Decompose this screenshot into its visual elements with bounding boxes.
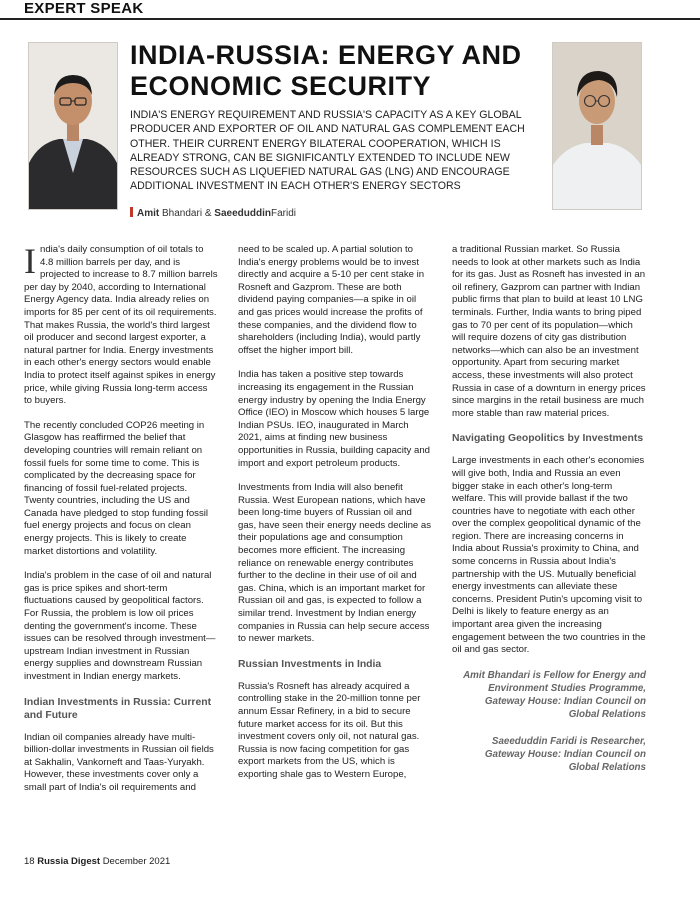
magazine-name: Russia Digest (37, 856, 101, 867)
article-title: INDIA-RUSSIA: ENERGY AND ECONOMIC SECURITY (130, 40, 522, 101)
paragraph: a traditional Russian market. So Russia needs to look at other markets such as India for its gas. Just as Rosneft has invested in an oil refinery, Gazprom can partner with Indian public firms that plan to build at least 10 LNG terminals. Further, India wants to bring piped gas to 70 per cent of its population—which will require dozens of city gas distribution networks—which can also be an investment opportunity. Apart from securing market access, these investments will also protect Russia in case of a downturn in energy prices since margins in the retail business are much more stable than raw material prices. (452, 244, 646, 419)
author-bio: Amit Bhandari is Fellow for Energy and Environment Studies Programme, Gateway House: Indian Council on Global Relations (463, 669, 646, 720)
portrait-illustration-right (553, 43, 641, 209)
author1-first: Amit (137, 208, 160, 219)
paragraph (24, 241, 218, 408)
paragraph: Indian oil companies already have multi-billion-dollar investments in Russian oil fields at Sakhalin, Vankorneft and Taas-Yuryakh. However, these investments cover only a small part of India's oil requirements and (24, 731, 214, 793)
column-3 (452, 244, 646, 788)
column-1 (24, 241, 218, 807)
top-rule (0, 18, 700, 20)
byline (130, 207, 296, 219)
author1-last: Bhandari (162, 208, 203, 219)
paragraph: The recently concluded COP26 meeting in Glasgow has reaffirmed the belief that developing countries will remain reliant on fossil fuels for some time to come. This is complicated by the decreasing space for financing of fossil fuel-related projects. Twenty countries, including the US and Canada have pledged to stop funding fossil fuel energy projects and focus on clean energy projects. This is likely to create market distortions and volatility. (24, 419, 209, 557)
portrait-illustration-left (29, 43, 117, 209)
subheading: Navigating Geopolitics by Investments (452, 433, 644, 445)
author-bio: Saeeduddin Faridi is Researcher, Gateway House: Indian Council on Global Relations (484, 735, 646, 773)
author-photo-left (28, 42, 118, 210)
paragraph: Large investments in each other's economies will give both, India and Russia an even bigger stake in each other's long-term welfare. This will provide ballast if the two countries have to negotiate with each other over the complex geopolitical dynamic of the region. There are increasing concerns in India about Russia's proximity to China, and some concerns in Russia about India's partnership with the US. Mutually beneficial energy investments can alleviate these concerns. President Putin's upcoming visit to Delhi is likely to feature energy as an important area given the increasing engagement between the two countries in the oil and gas sector. (452, 455, 646, 656)
byline-marker (130, 207, 133, 217)
byline-amp: & (204, 208, 212, 219)
page-number: 18 (24, 856, 35, 867)
author-photo-right (552, 42, 642, 210)
paragraph: India's problem in the case of oil and natural gas is price spikes and short-term fluctuations caused by geopolitical factors. For Russia, the problem is low oil prices denting the government's income. These issues can be resolved through investment—upstream Indian investment in Russian energy supplies and downstream Russian investment in Indian energy markets. (24, 570, 216, 682)
page-footer (24, 856, 170, 867)
author2-last: Faridi (270, 208, 296, 219)
column-2 (238, 244, 432, 794)
paragraph: Investments from India will also benefit Russia. West European nations, which have been long-time buyers of Russian oil and gas, have seen their energy needs decline as their populations age and consumption becomes more efficient. The increasing reliance on renewable energy contributes further to the decline in their use of oil and gas. China, which is an important market for Russian oil and gas, is expected to follow a similar trend. Investment by Indian energy companies in Russia can help secure access to newer markets. (238, 482, 432, 645)
paragraph: need to be scaled up. A partial solution to India's energy problems would be to invest directly and acquire a 5-10 per cent stake in Rosneft and Gazprom. These are both dividend paying companies—a spike in oil and gas prices would increase the profits of these companies, and the dividend flow to shareholders (including India), would partly offset the higher import bill. (238, 244, 425, 356)
paragraph: India has taken a positive step towards increasing its engagement in the Russian energy industry by opening the India Energy Office (IEO) in Moscow which houses 5 large Indian PSUs. IEO, inaugurated in March 2021, aims at finding new business opportunities in Russia, building capacity and import and export petroleum products. (238, 369, 430, 469)
subheading: Russian Investments in India (238, 658, 382, 670)
paragraph: Russia's Rosneft has already acquired a controlling stake in the 20-million tonne per annum Essar Refinery, in a bid to secure future market access for its oil. But this investment covers only oil, not natural gas. Russia is now facing competition for gas export markets from the US, which is exporting shale gas to Western Europe, (238, 680, 421, 780)
article-deck: INDIA'S ENERGY REQUIREMENT AND RUSSIA'S CAPACITY AS A KEY GLOBAL PRODUCER AND EXPORTER OF OIL AND NATURAL GAS COMPLEMENT EACH OTHER. THEIR CURRENT ENERGY BILATERAL COOPERATION, WHICH IS ALREADY STRONG, CAN BE SIGNIFICANTLY EXTENDED TO INCLUDE NEW RESOURCES SUCH AS LIQUEFIED NATURAL GAS (LNG) AND ENCOURAGE ADDITIONAL INVESTMENT IN EACH OTHER'S ENERGY SECTORS (130, 109, 525, 193)
section-label: EXPERT SPEAK (24, 0, 144, 17)
subheading: Indian Investments in Russia: Current and Future (24, 696, 212, 721)
drop-cap: I (24, 241, 36, 281)
issue-date: December 2021 (102, 856, 171, 867)
paragraph-text: ndia's daily consumption of oil totals to 4.8 million barrels per day, and is projected to increase to 8.7 million barrels per day by 2040, according to International Energy Agency data. India already relies on imports for 85 per cent of its oil requirements. That makes Russia, the world's third largest oil producer and second largest exporter, a natural partner for India. Energy investments in each other's energy sectors would enable India to protect itself against spikes in energy price, while giving Russia long-term access to buyers. (24, 244, 218, 407)
author2-first: Saeeduddin (214, 208, 271, 219)
